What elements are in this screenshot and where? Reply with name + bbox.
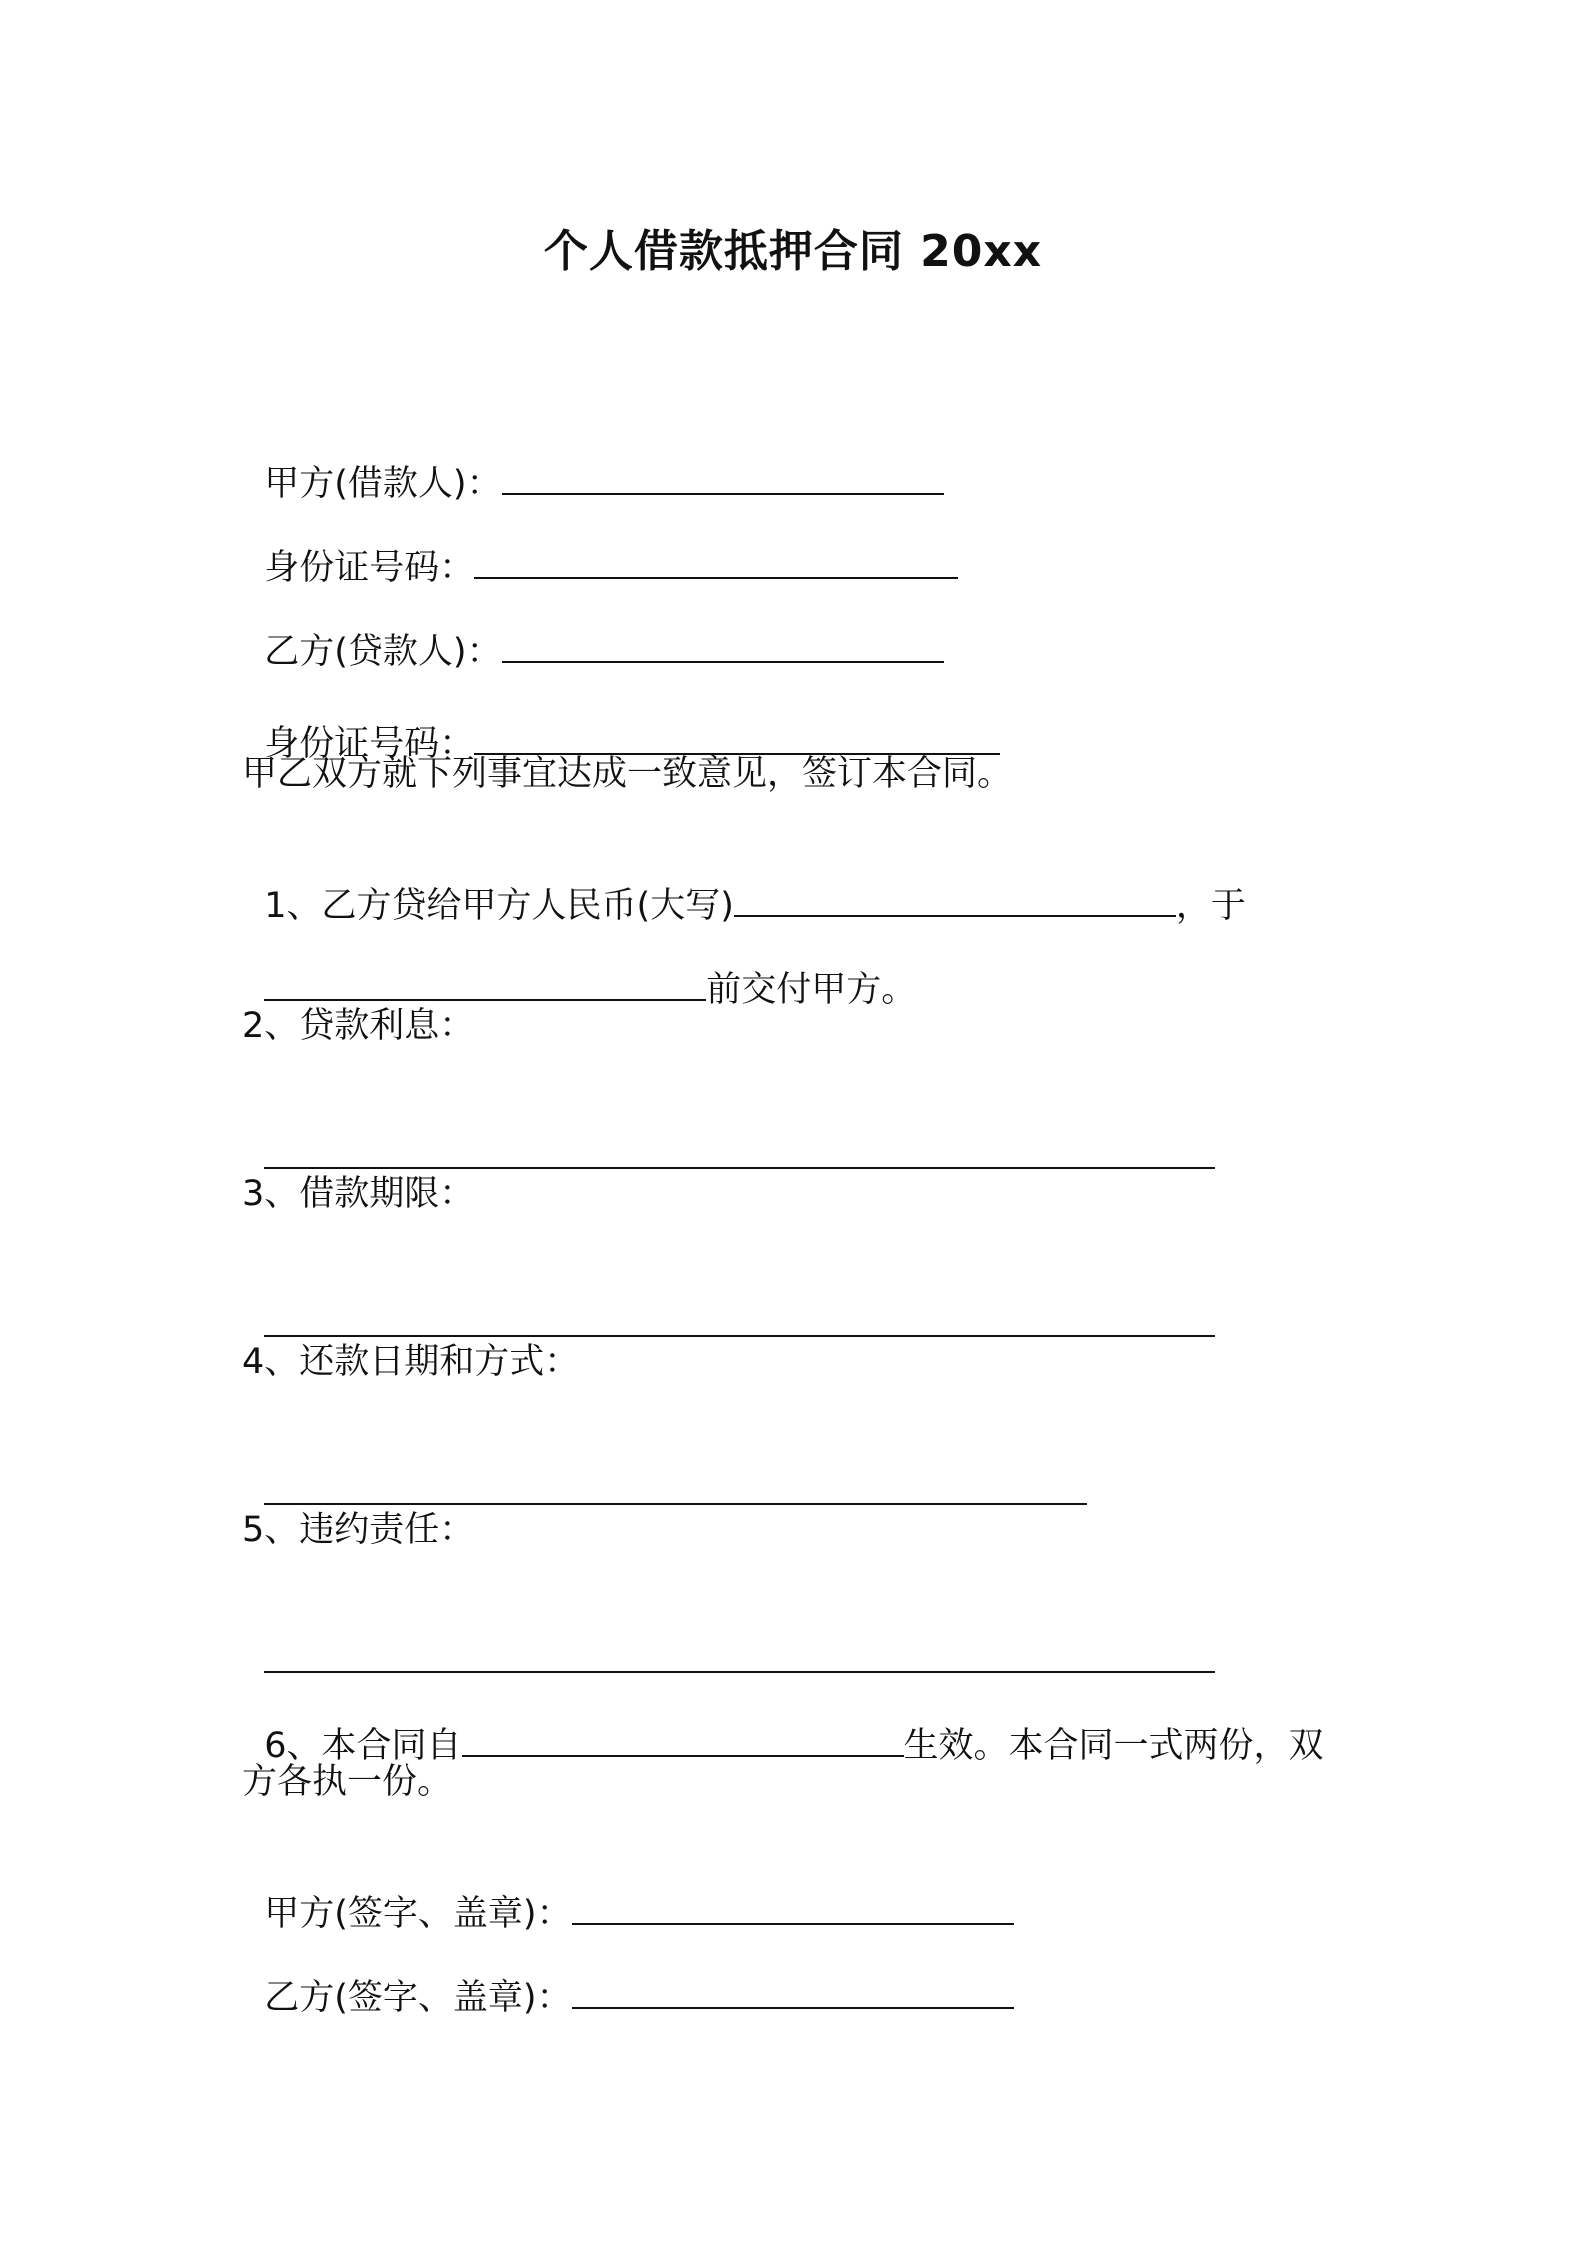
sign-a-blank[interactable] xyxy=(572,1893,1014,1925)
delivery-date-blank[interactable] xyxy=(264,969,706,1001)
sign-b-label: 乙方(签字、盖章)： xyxy=(264,1978,572,2018)
amount-blank[interactable] xyxy=(734,885,1176,917)
clause-1-line2-suffix: 前交付甲方。 xyxy=(706,970,917,1010)
party-b-row xyxy=(242,580,944,676)
clause-5-label: 5、违约责任： xyxy=(242,1510,475,1550)
id-label-1: 身份证号码： xyxy=(264,548,475,588)
clause-4-label: 4、还款日期和方式： xyxy=(242,1342,580,1382)
liability-blank[interactable] xyxy=(264,1641,1215,1673)
party-a-label: 甲方(借款人)： xyxy=(264,464,502,504)
clause-2-label: 2、贷款利息： xyxy=(242,1006,475,1046)
clause-6-line-2: 方各执一份。 xyxy=(242,1762,453,1802)
repayment-blank[interactable] xyxy=(264,1473,1087,1505)
sign-a-label: 甲方(签字、盖章)： xyxy=(264,1894,572,1934)
interest-blank[interactable] xyxy=(264,1137,1215,1169)
sign-a-row xyxy=(242,1842,1014,1938)
effective-date-blank[interactable] xyxy=(462,1725,904,1757)
clause-1-row-2 xyxy=(242,918,916,1014)
id-label-2: 身份证号码： xyxy=(264,724,475,764)
clause-1-row xyxy=(242,834,1246,930)
party-b-label: 乙方(贷款人)： xyxy=(264,632,502,672)
clause-6-row xyxy=(242,1674,1324,1770)
party-a-blank[interactable] xyxy=(502,463,944,495)
clause-6-suffix: 生效。本合同一式两份，双 xyxy=(903,1726,1324,1766)
clause-2-row xyxy=(242,1086,1215,1182)
party-a-row xyxy=(242,412,944,508)
intro-text: 甲乙双方就下列事宜达成一致意见，签订本合同。 xyxy=(242,754,1013,794)
document-title: 个人借款抵押合同 20xx xyxy=(543,226,1043,277)
id-blank-1[interactable] xyxy=(474,547,958,579)
clause-3-row xyxy=(242,1254,1215,1350)
term-blank[interactable] xyxy=(264,1305,1215,1337)
clause-5-row xyxy=(242,1590,1215,1686)
clause-1-suffix: ，于 xyxy=(1175,886,1246,926)
clause-6-prefix: 6、本合同自 xyxy=(264,1726,462,1766)
clause-1-prefix: 1、乙方贷给甲方人民币(大写) xyxy=(264,886,734,926)
clause-3-label: 3、借款期限： xyxy=(242,1174,475,1214)
party-b-blank[interactable] xyxy=(502,631,944,663)
sign-b-blank[interactable] xyxy=(572,1977,1014,2009)
id-row-1 xyxy=(242,496,958,592)
sign-b-row xyxy=(242,1926,1014,2022)
clause-4-row xyxy=(242,1422,1087,1518)
